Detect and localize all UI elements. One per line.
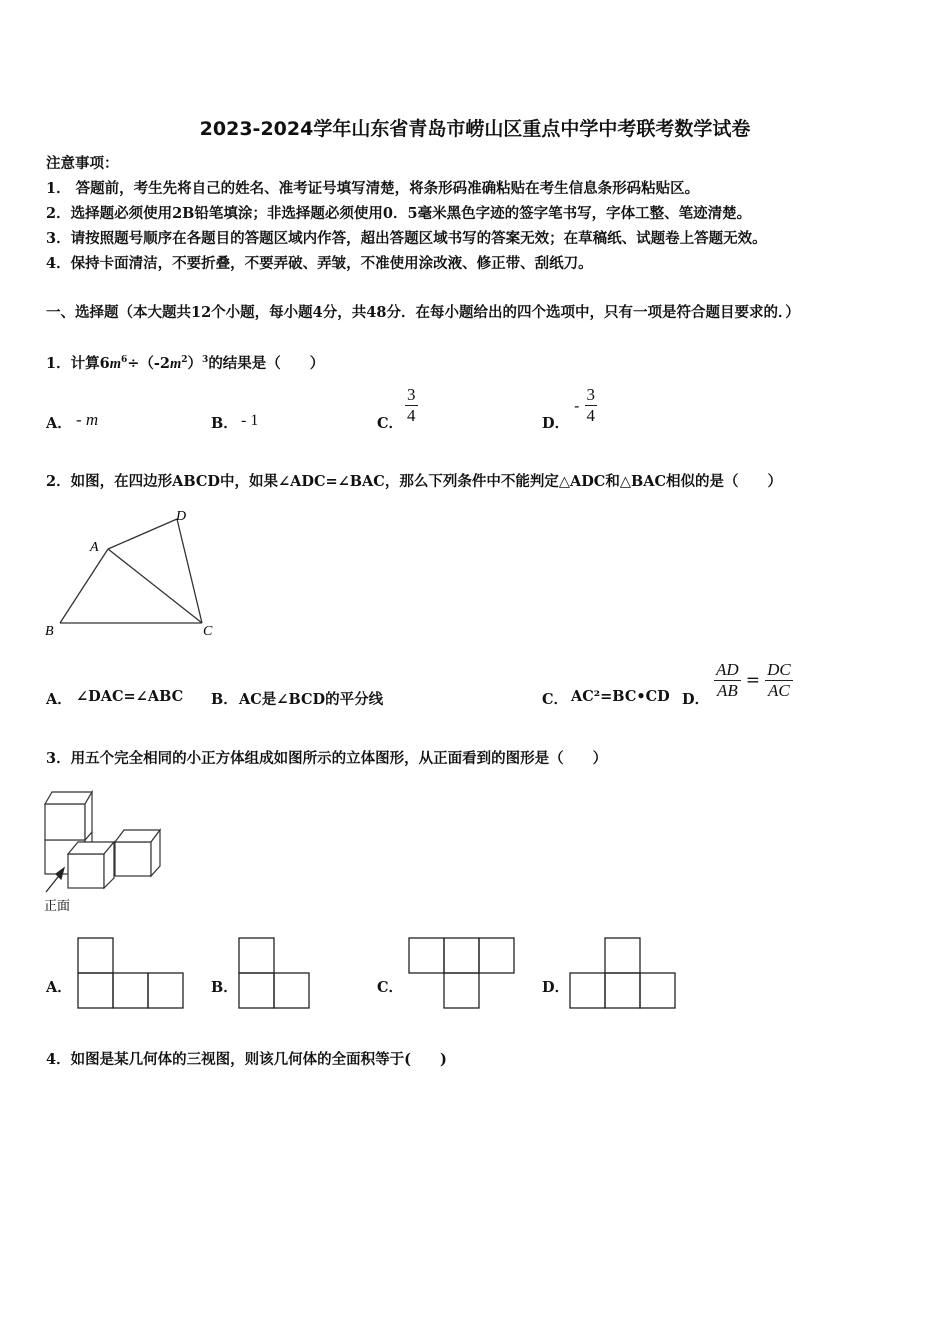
q3-option-b-label: B． — [211, 979, 238, 996]
b-square-top — [239, 938, 274, 973]
question-3: 3．用五个完全相同的小正方体组成如图所示的立体图形，从正面看到的图形是（ ） — [46, 750, 608, 767]
q2-option-c-value: AC²=BC•CD — [571, 688, 670, 705]
segment-dc — [177, 519, 202, 623]
q1-exp-2: 2 — [181, 355, 188, 366]
q3-option-b-figure — [237, 936, 313, 1012]
q1-var-m2: m — [170, 356, 182, 372]
cube-top-front — [45, 804, 85, 840]
q2-option-a-label: A． — [46, 691, 72, 708]
notice-item-2: 2．选择题必须使用2B铅笔填涂；非选择题必须使用0．5毫米黑色字迹的签字笔书写，字体工整、笔迹清楚。 — [46, 205, 752, 222]
d-square-1 — [570, 973, 605, 1008]
q1-prefix: 1．计算6 — [46, 355, 110, 372]
a-square-top — [78, 938, 113, 973]
q3-option-d-label: D． — [542, 979, 570, 996]
segment-ab — [60, 549, 108, 623]
point-b-label: B — [45, 624, 54, 639]
q1-option-c-den: 4 — [407, 406, 416, 425]
point-c-label: C — [203, 624, 213, 639]
a-square-2 — [113, 973, 148, 1008]
q2-option-b-value: AC是∠BCD的平分线 — [239, 691, 384, 708]
q1-var-m: m — [109, 356, 121, 372]
q2-option-a-value: ∠DAC=∠ABC — [76, 688, 184, 705]
notice-item-3: 3．请按照题号顺序在各题目的答题区域内作答，超出答题区域书写的答案无效；在草稿纸、试题卷上答题无效。 — [46, 230, 767, 247]
cube-right-front — [115, 842, 151, 876]
q3-option-a-figure — [76, 936, 188, 1012]
question-1 — [46, 352, 324, 373]
segment-ac — [108, 549, 202, 623]
q1-exp-3: 3 — [202, 355, 209, 366]
q1-option-d-num: 3 — [586, 385, 595, 404]
q2-d-den1: AB — [716, 681, 738, 700]
section-one-heading: 一、选择题（本大题共12个小题，每小题4分，共48分．在每小题给出的四个选项中，只有一项是符合题目要求的．） — [46, 304, 800, 321]
a-square-1 — [78, 973, 113, 1008]
b-square-1 — [239, 973, 274, 1008]
q2-d-equals: = — [745, 670, 761, 691]
front-view-caption: 正面 — [44, 898, 71, 913]
q1-suffix: 的结果是（ ） — [208, 355, 325, 372]
q3-option-d-figure — [568, 936, 680, 1012]
cube-front-front — [68, 854, 104, 888]
c-square-bottom — [444, 973, 479, 1008]
q1-option-c-label: C． — [377, 415, 404, 432]
d-square-top — [605, 938, 640, 973]
c-square-1 — [409, 938, 444, 973]
q1-option-d-den: 4 — [586, 406, 595, 425]
q1-option-d-label: D． — [542, 415, 570, 432]
notice-heading: 注意事项： — [46, 155, 119, 172]
q1-option-d-sign: - — [574, 396, 580, 415]
question-4: 4．如图是某几何体的三视图，则该几何体的全面积等于( ) — [46, 1051, 447, 1068]
cube-top-top — [45, 792, 92, 804]
q3-option-c-label: C． — [377, 979, 404, 996]
question-2: 2．如图，在四边形ABCD中，如果∠ADC=∠BAC，那么下列条件中不能判定△ADC和△BAC相似的是（ ） — [46, 473, 783, 490]
q3-option-a-label: A． — [46, 979, 72, 996]
q2-d-num1: AD — [716, 660, 739, 679]
point-a-label: A — [90, 540, 99, 555]
a-square-3 — [148, 973, 183, 1008]
q1-rparen: ） — [187, 355, 203, 372]
d-square-3 — [640, 973, 675, 1008]
c-square-3 — [479, 938, 514, 973]
c-square-2 — [444, 938, 479, 973]
q2-option-c-label: C． — [542, 691, 569, 708]
q3-cubes-figure — [40, 788, 170, 916]
point-d-label: D — [176, 509, 187, 524]
q1-mid: ÷（-2 — [127, 355, 170, 372]
q1-exp-6: 6 — [120, 355, 128, 366]
q1-option-a-label: A． — [46, 415, 72, 432]
q1-option-b-label: B． — [211, 415, 238, 432]
q2-option-d-equation — [714, 660, 793, 701]
notice-item-1: 1． 答题前，考生先将自己的姓名、准考证号填写清楚，将条形码准确粘贴在考生信息条形码粘贴区。 — [46, 180, 700, 197]
q1-option-a-value: - m — [76, 410, 99, 429]
q2-quadrilateral-figure — [40, 505, 225, 645]
q1-option-c-num: 3 — [407, 385, 416, 404]
q1-option-c-fraction — [405, 385, 418, 426]
q2-option-d-label: D． — [682, 691, 710, 708]
exam-title: 2023-2024学年山东省青岛市崂山区重点中学中考联考数学试卷 — [199, 118, 751, 140]
q1-option-b-value: - 1 — [241, 412, 259, 429]
segment-ad — [108, 519, 177, 549]
q2-d-num2: DC — [767, 660, 791, 679]
q2-option-b-label: B． — [211, 691, 238, 708]
q3-option-c-figure — [407, 936, 519, 1012]
notice-item-4: 4．保持卡面清洁，不要折叠，不要弄破、弄皱，不准使用涂改液、修正带、刮纸刀。 — [46, 255, 593, 272]
q2-d-den2: AC — [768, 681, 790, 700]
q1-option-d-fraction — [574, 385, 597, 426]
b-square-2 — [274, 973, 309, 1008]
d-square-2 — [605, 973, 640, 1008]
